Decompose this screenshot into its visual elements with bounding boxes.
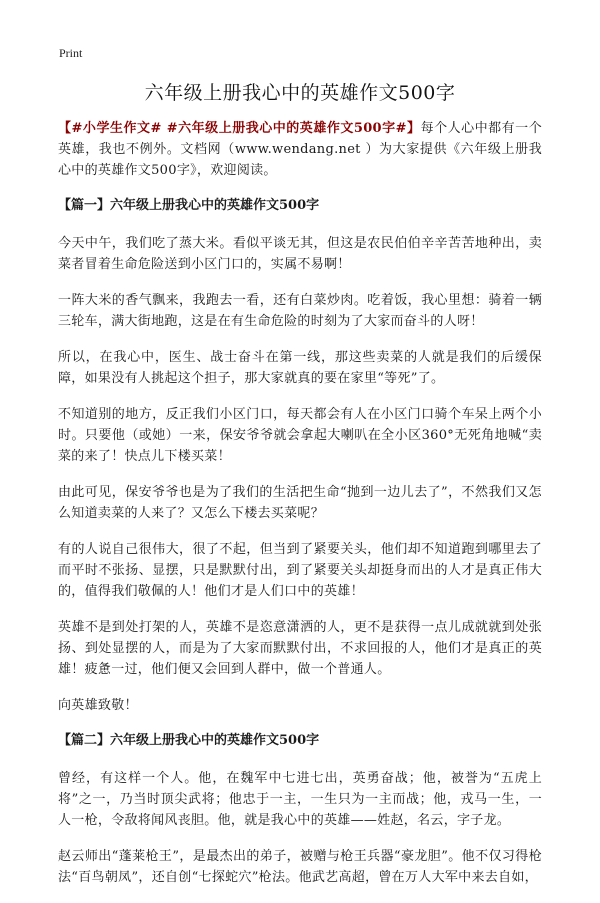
section-heading-1: 【篇一】六年级上册我心中的英雄作文500字 — [58, 198, 320, 213]
intro-paragraph — [58, 118, 542, 181]
section-heading-2: 【篇二】六年级上册我心中的英雄作文500字 — [58, 733, 320, 748]
paragraph: 一阵大米的香气飘来，我跑去一看，还有白菜炒肉。吃着饭，我心里想：骑着一辆三轮车，满大街地跑，这是在有生命危险的时刻为了大家而奋斗的人呀！ — [58, 293, 542, 329]
paragraph: 由此可见，保安爷爷也是为了我们的生活把生命“抛到一边儿去了”，不然我们又怎么知道卖菜的人来了？又怎么下楼去买菜呢？ — [58, 485, 542, 521]
paragraph: 赵云师出“蓬莱枪王”，是最杰出的弟子，被赠与枪王兵器“豪龙胆”。他不仅习得枪法“百鸟朝凤”，还自创“七探蛇穴”枪法。他武艺高超，曾在万人大军中来去自如， — [58, 849, 542, 885]
article-body — [58, 118, 542, 903]
paragraph: 不知道别的地方，反正我们小区门口，每天都会有人在小区门口骑个车呆上两个小时。只要他（或她）一来，保安爷爷就会拿起大喇叭在全小区360°无死角地喊“卖菜的来了！快点儿下楼买菜！ — [58, 407, 542, 464]
page-title: 六年级上册我心中的英雄作文500字 — [144, 82, 456, 104]
paragraph: 有的人说自己很伟大，很了不起，但当到了紧要关头，他们却不知道跑到哪里去了而平时不张扬、显摆，只是默默付出，到了紧要关头却挺身而出的人才是真正伟大的，值得我们敬佩的人！他们才是人们口中的英雄！ — [58, 542, 542, 599]
paragraph: 向英雄致敬！ — [58, 698, 138, 713]
paragraph: 今天中午，我们吃了蒸大米。看似平谈无其，但这是农民伯伯辛辛苦苦地种出，卖菜者冒着生命危险送到小区门口的，实属不易啊！ — [58, 236, 542, 272]
paragraph: 英雄不是到处打架的人，英雄不是恣意潇洒的人，更不是获得一点儿成就就到处张扬、到处显摆的人，而是为了大家而默默付出，不求回报的人，他们才是真正的英雄！疲惫一过，他们便又会回到人群中，做一个普通人。 — [58, 620, 542, 677]
print-link[interactable]: Print — [59, 46, 83, 60]
paragraph: 曾经，有这样一个人。他，在魏军中七进七出，英勇奋战；他，被誉为“五虎上将”之一，乃当时顶尖武将；他忠于一主，一生只为一主而战；他，戎马一生，一人一枪，令敌将闻风丧胆。他，就是我心中的英雄——姓赵，名云，字子龙。 — [58, 771, 542, 828]
paragraph: 所以，在我心中，医生、战士奋斗在第一线，那这些卖菜的人就是我们的后缓保障，如果没有人挑起这个担子，那大家就真的要在家里“等死”了。 — [58, 350, 542, 386]
intro-tag: 【#小学生作文# #六年级上册我心中的英雄作文500字#】 — [58, 121, 421, 136]
intro-text: 每个人心中都有一个英雄，我也不例外。文档网（www.wendang.net ）为大家提供《六年级上册我心中的英雄作文500字》，欢迎阅读。 — [58, 121, 542, 178]
